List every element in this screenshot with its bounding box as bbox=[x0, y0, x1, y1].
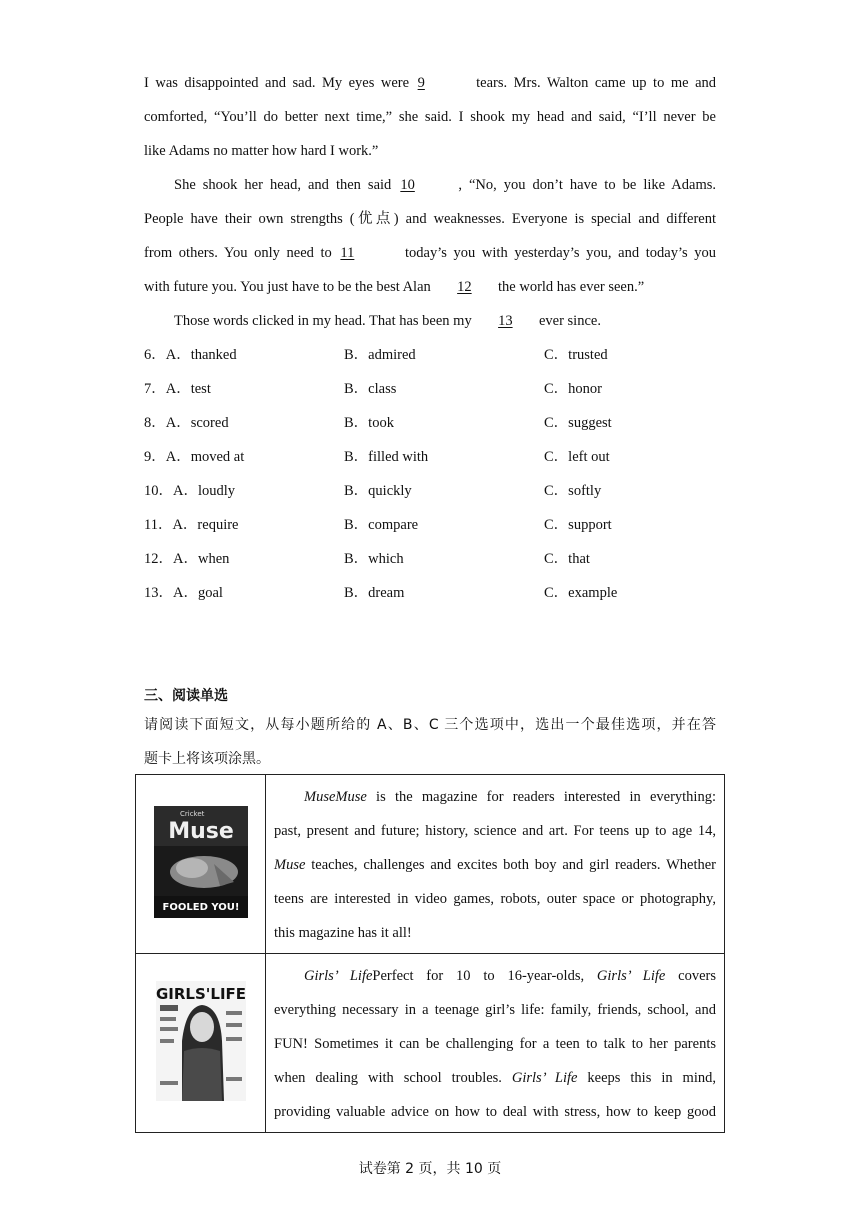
desc-text: Perfect for 10 to 16-year-olds, bbox=[372, 968, 597, 984]
cover-label: Cricket bbox=[179, 809, 204, 818]
passage-text: with future you. You just have to be the best Alan bbox=[144, 279, 431, 295]
passage-text: I was disappointed and sad. My eyes were bbox=[144, 75, 410, 91]
passage-line: like Adams no matter how hard I work.” bbox=[144, 143, 379, 159]
option-b[interactable]: B．admired bbox=[344, 347, 416, 363]
option-a[interactable]: 9．A．moved at bbox=[144, 449, 245, 465]
desc-text: covers bbox=[665, 968, 717, 984]
desc-text: is the magazine for readers interested in everything: bbox=[366, 789, 716, 805]
option-c[interactable]: C．left out bbox=[544, 449, 610, 465]
option-b[interactable]: B．filled with bbox=[344, 449, 429, 465]
option-c[interactable]: C．trusted bbox=[544, 347, 608, 363]
blank-13: 13 bbox=[498, 313, 513, 329]
girls-life-cover-cell bbox=[136, 954, 266, 1133]
passage-line bbox=[144, 270, 716, 304]
option-c[interactable]: C．suggest bbox=[544, 415, 612, 431]
blank-9: 9 bbox=[417, 75, 425, 91]
desc-text: keeps this in mind, bbox=[577, 1070, 716, 1086]
section-instructions bbox=[144, 708, 716, 776]
desc-line: FUN! Sometimes it can be challenging for a teen to talk to her parents bbox=[274, 1036, 716, 1052]
passage-line bbox=[144, 168, 716, 202]
option-row bbox=[144, 440, 716, 474]
cover-title: GIRLS'LIFE bbox=[155, 984, 246, 1003]
desc-line bbox=[274, 780, 716, 814]
instruction-line: 题卡上将该项涂黑。 bbox=[144, 751, 270, 767]
option-row bbox=[144, 542, 716, 576]
instruction-line: 请阅读下面短文，从每小题所给的 A、B、C 三个选项中，选出一个最佳选项，并在答 bbox=[144, 717, 716, 733]
option-b[interactable]: B．took bbox=[344, 415, 394, 431]
option-b[interactable]: B．class bbox=[344, 381, 397, 397]
option-row bbox=[144, 406, 716, 440]
passage-text: , “No, you don’t have to be like Adams. bbox=[458, 177, 716, 193]
page-footer: 试卷第 2 页，共 10 页 bbox=[358, 1161, 502, 1177]
girls-life-description bbox=[266, 954, 725, 1133]
cover-headline: FOOLED YOU! bbox=[162, 901, 239, 913]
muse-cover-cell bbox=[136, 775, 266, 954]
desc-line bbox=[274, 1061, 716, 1095]
passage-text: Those words clicked in my head. That has been my bbox=[174, 313, 472, 329]
magazine-name: Muse bbox=[274, 857, 306, 873]
option-a[interactable]: 10．A．loudly bbox=[144, 483, 236, 499]
desc-line: providing valuable advice on how to deal with stress, how to keep good bbox=[274, 1104, 716, 1120]
magazine-name: Girls’ Life bbox=[596, 968, 666, 984]
option-row bbox=[144, 474, 716, 508]
option-b[interactable]: B．dream bbox=[344, 585, 405, 601]
blank-12: 12 bbox=[457, 279, 472, 295]
desc-text: when dealing with school troubles. bbox=[274, 1070, 512, 1086]
option-row bbox=[144, 576, 716, 610]
blank-11: 11 bbox=[340, 245, 355, 261]
muse-description bbox=[266, 775, 725, 954]
passage-text: from others. You only need to bbox=[144, 245, 332, 261]
blank-10: 10 bbox=[400, 177, 415, 193]
desc-line: past, present and future; history, science and art. For teens up to age 14, bbox=[274, 823, 716, 839]
options-list bbox=[144, 338, 716, 610]
desc-line: everything necessary in a teenage girl’s life: family, friends, school, and bbox=[274, 1002, 716, 1018]
desc-line: teens are interested in video games, robots, outer space or photography, bbox=[274, 891, 716, 907]
magazine-table bbox=[135, 774, 725, 1133]
passage-line: People have their own strengths (优点) and weaknesses. Everyone is special and different bbox=[144, 211, 716, 227]
option-b[interactable]: B．quickly bbox=[344, 483, 412, 499]
muse-cover-image bbox=[154, 806, 248, 918]
passage-line bbox=[144, 66, 716, 100]
magazine-name: Girls’ Life bbox=[511, 1070, 578, 1086]
option-row bbox=[144, 508, 716, 542]
desc-text: teaches, challenges and excites both boy and girl readers. Whether bbox=[305, 857, 716, 873]
option-a[interactable]: 13．A．goal bbox=[144, 585, 223, 601]
passage-line: comforted, “You’ll do better next time,” she said. I shook my head and said, “I’ll never be bbox=[144, 109, 716, 125]
option-c[interactable]: C．softly bbox=[544, 483, 602, 499]
option-row bbox=[144, 338, 716, 372]
option-a[interactable]: 6．A．thanked bbox=[144, 347, 237, 363]
passage-text: She shook her head, and then said bbox=[174, 177, 392, 193]
passage-text: tears. Mrs. Walton came up to me and bbox=[476, 75, 717, 91]
option-a[interactable]: 12．A．when bbox=[144, 551, 230, 567]
table-row bbox=[136, 954, 725, 1133]
passage-text: the world has ever seen.” bbox=[498, 279, 645, 295]
option-a[interactable]: 8．A．scored bbox=[144, 415, 229, 431]
passage-line bbox=[144, 304, 716, 338]
passage-text: ever since. bbox=[538, 313, 601, 329]
desc-line: this magazine has it all! bbox=[274, 925, 412, 941]
girls-life-cover-image bbox=[156, 981, 246, 1101]
option-a[interactable]: 11．A．require bbox=[144, 517, 239, 533]
magazine-name: Girls’ Life bbox=[304, 968, 373, 984]
cover-title: Muse bbox=[167, 818, 234, 844]
section-title: 三、阅读单选 bbox=[144, 688, 228, 704]
option-c[interactable]: C．that bbox=[544, 551, 590, 567]
passage-text: today’s you with yesterday’s you, and today’s you bbox=[405, 245, 716, 261]
table-row bbox=[136, 775, 725, 954]
desc-line bbox=[274, 848, 716, 882]
option-c[interactable]: C．honor bbox=[544, 381, 602, 397]
option-b[interactable]: B．which bbox=[344, 551, 404, 567]
option-a[interactable]: 7．A．test bbox=[144, 381, 211, 397]
desc-line bbox=[274, 959, 716, 993]
option-c[interactable]: C．support bbox=[544, 517, 612, 533]
passage-line bbox=[144, 236, 716, 270]
cloze-passage bbox=[144, 66, 716, 610]
option-b[interactable]: B．compare bbox=[344, 517, 419, 533]
magazine-name: MuseMuse bbox=[304, 789, 367, 805]
option-c[interactable]: C．example bbox=[544, 585, 618, 601]
option-row bbox=[144, 372, 716, 406]
